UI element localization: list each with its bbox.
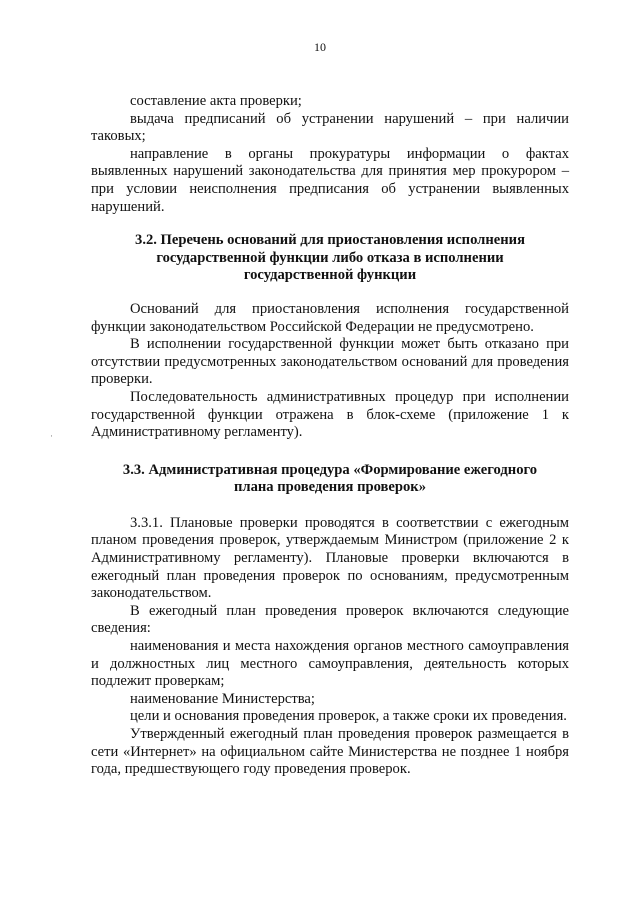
section-heading-3-3 [91,462,569,497]
paragraph: 3.3.1. Плановые проверки проводятся в соответствии с ежегодным планом проведения проверок, утверждаемым Министром (приложение 2 к Административному регламенту). Плановые проверки включаются в ежегодный план проведения проверок по основаниям, предусмотренным законодательством. [91,514,569,602]
heading-line: плана проведения проверок» [233,479,427,496]
heading-line: государственной функции [243,267,417,284]
section-heading-3-2 [91,232,569,285]
list-item: цели и основания проведения проверок, а также сроки их проведения. [130,708,567,725]
list-item: направление в органы прокуратуры информации о фактах выявленных нарушений законодательства для принятия мер прокурором – при условии неисполнения предписания об устранении выявленных нарушений. [91,145,569,215]
list-item: наименования и места нахождения органов местного самоуправления и должностных лиц местного самоуправления, деятельность которых подлежит проверкам; [91,638,569,690]
document-body [91,93,569,779]
paragraph: Последовательность административных процедур при исполнении государственной функции отражена в блок-схеме (приложение 1 к Административному регламенту). [91,388,569,441]
page-number: 10 [314,40,326,54]
list-item: составление акта проверки; [130,93,302,109]
list-item: наименование Министерства; [130,690,315,707]
list-item: выдача предписаний об устранении нарушений – при наличии таковых; [91,110,569,145]
paragraph: В ежегодный план проведения проверок включаются следующие сведения: [91,602,569,637]
paragraph: Утвержденный ежегодный план проведения проверок размещается в сети «Интернет» на официальном сайте Министерства не позднее 1 ноября года, предшествующего году проведения проверок. [91,726,569,778]
heading-line: государственной функции либо отказа в исполнении [156,249,504,266]
heading-line: 3.3. Административная процедура «Формирование ежегодного [122,461,538,478]
paragraph: Оснований для приостановления исполнения государственной функции законодательством Российской Федерации не предусмотрено. [91,300,569,335]
heading-line: 3.2. Перечень оснований для приостановления исполнения [135,232,525,249]
margin-mark: · [50,431,53,441]
paragraph: В исполнении государственной функции может быть отказано при отсутствии предусмотренных законодательством оснований для проведения проверки. [91,336,569,388]
